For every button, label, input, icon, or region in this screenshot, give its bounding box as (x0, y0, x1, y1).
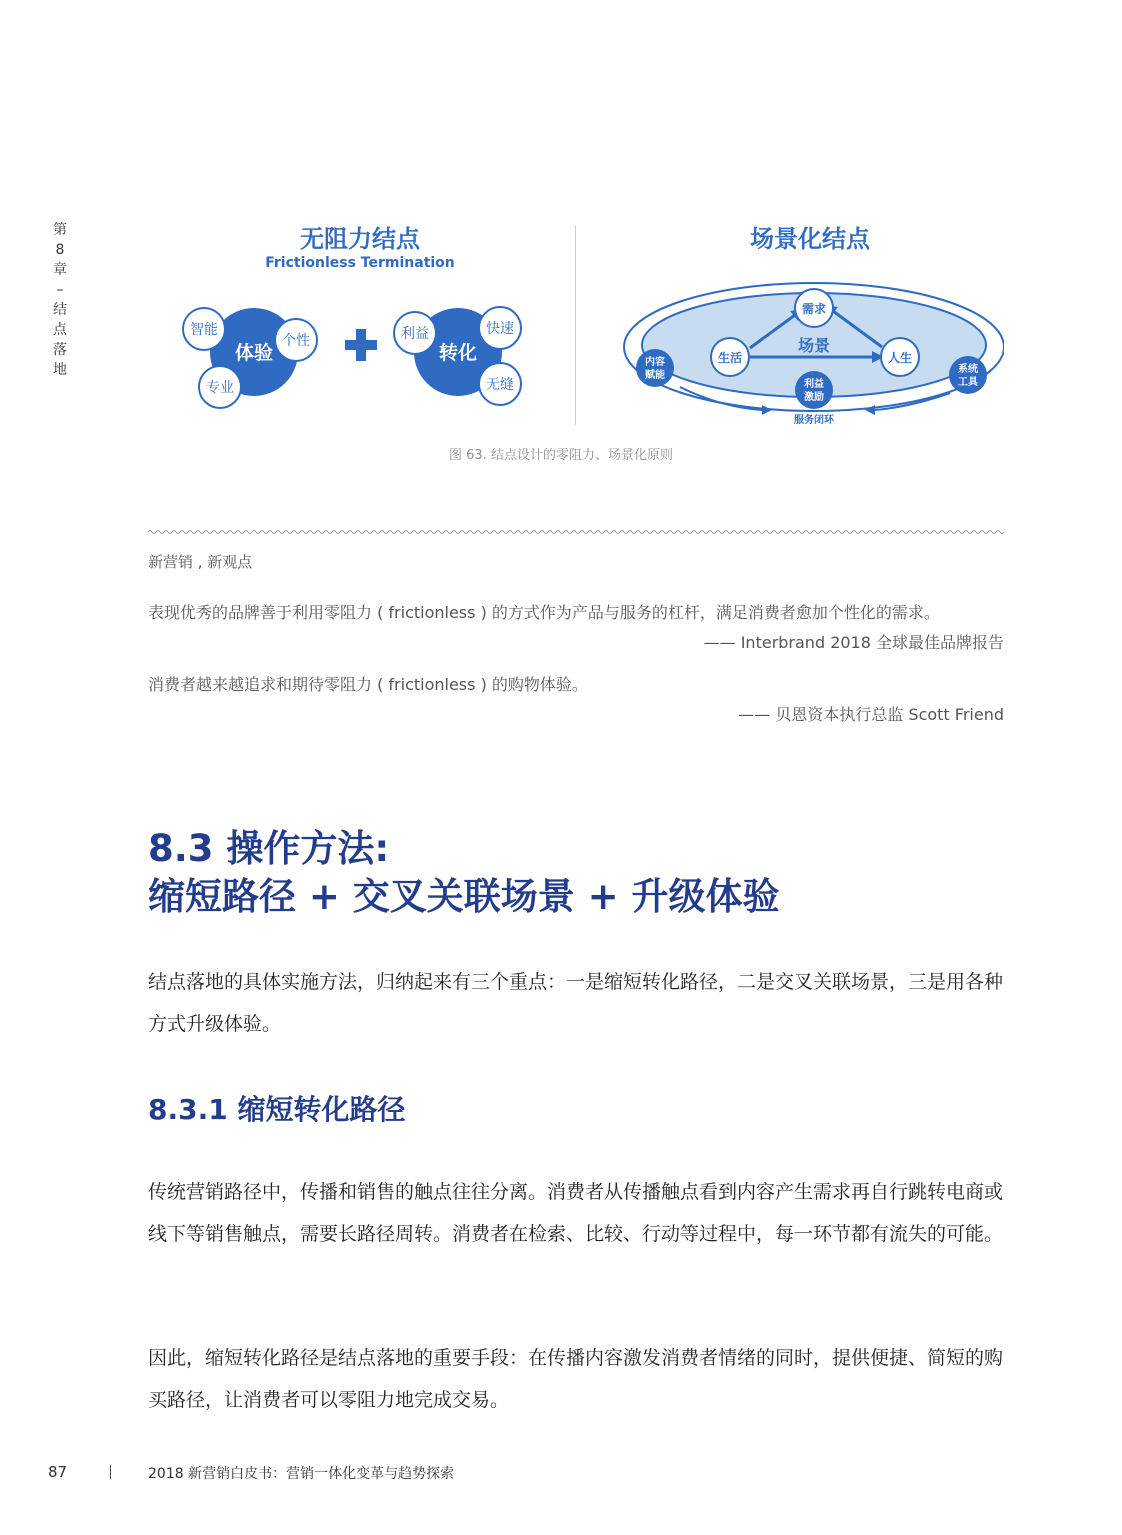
chapter-side-label (46, 220, 74, 380)
node-career-label: 人生 (887, 351, 913, 365)
node-system-label-2: 工具 (958, 377, 978, 388)
node-incentive (795, 371, 833, 409)
right-title-cn: 场景化结点 (750, 225, 870, 253)
experience-label: 体验 (234, 342, 274, 364)
node-content (636, 349, 674, 387)
figure-63 (150, 215, 1004, 435)
node-life-label: 生活 (717, 351, 743, 365)
node-demand-label: 需求 (801, 302, 827, 316)
scene-center-label: 场景 (797, 336, 831, 355)
chapter-char: 8 (55, 242, 65, 258)
loop-arrow-right-head (865, 405, 875, 415)
left-title-en: Frictionless Termination (265, 255, 455, 271)
chapter-char: 点 (53, 322, 67, 338)
section-heading (148, 825, 780, 921)
section-heading-line-1: 8.3 操作方法: (148, 827, 390, 870)
bubble-smart-label: 智能 (190, 322, 218, 338)
node-incentive-label-2: 激励 (804, 392, 824, 403)
left-title-cn: 无阻力结点 (300, 225, 420, 253)
chapter-char: 第 (53, 222, 67, 238)
node-incentive-label-1: 利益 (804, 379, 824, 390)
quote-2: 消费者越来越追求和期待零阻力 ( frictionless ) 的购物体验。 (148, 675, 588, 694)
chapter-char: 地 (53, 362, 67, 378)
chapter-char: 章 (53, 262, 67, 278)
quote-1: 表现优秀的品牌善于利用零阻力 ( frictionless ) 的方式作为产品与服务的杠杆，满足消费者愈加个性化的需求。 (148, 603, 940, 622)
service-loop-label: 服务闭环 (794, 415, 834, 426)
wavy-divider (148, 527, 1004, 537)
bubble-fast-label: 快速 (486, 321, 514, 337)
quote-box-title: 新营销 , 新观点 (148, 553, 253, 571)
node-content-label-2: 赋能 (645, 370, 665, 381)
subsection-heading: 8.3.1 缩短转化路径 (148, 1093, 406, 1126)
chapter-char: 落 (53, 342, 67, 358)
conversion-label: 转化 (438, 342, 478, 364)
footer-title: 2018 新营销白皮书：营销一体化变革与趋势探索 (148, 1466, 455, 1482)
bubble-personal-label: 个性 (282, 333, 310, 349)
chapter-char: – (56, 282, 64, 298)
figure-caption: 图 63. 结点设计的零阻力、场景化原则 (449, 448, 673, 463)
quote-2-source: —— 贝恩资本执行总监 Scott Friend (738, 705, 1004, 724)
loop-arrow-left-head (762, 405, 772, 415)
body-paragraph-2: 因此，缩短转化路径是结点落地的重要手段：在传播内容激发消费者情绪的同时，提供便捷、简短的购买路径，让消费者可以零阻力地完成交易。 (148, 1347, 1004, 1411)
bubble-benefit-label: 利益 (401, 326, 429, 342)
node-system-label-1: 系统 (958, 364, 978, 375)
figure-divider (575, 225, 576, 425)
intro-paragraph: 结点落地的具体实施方法，归纳起来有三个重点：一是缩短转化路径，二是交叉关联场景，三是用各种方式升级体验。 (148, 971, 1004, 1035)
section-heading-line-2: 缩短路径 + 交叉关联场景 + 升级体验 (148, 875, 780, 918)
quote-1-source: —— Interbrand 2018 全球最佳品牌报告 (703, 633, 1004, 652)
bubble-pro-label: 专业 (206, 380, 234, 396)
plus-icon (345, 329, 377, 361)
node-content-label-1: 内容 (645, 357, 665, 368)
footer-separator (110, 1465, 111, 1479)
chapter-char: 结 (53, 302, 67, 318)
node-system (949, 356, 987, 394)
bubble-seamless-label: 无缝 (486, 377, 514, 393)
page-number: 87 (48, 1463, 68, 1481)
body-paragraph-1: 传统营销路径中，传播和销售的触点往往分离。消费者从传播触点看到内容产生需求再自行跳转电商或线下等销售触点，需要长路径周转。消费者在检索、比较、行动等过程中，每一环节都有流失的可能。 (148, 1181, 1004, 1245)
